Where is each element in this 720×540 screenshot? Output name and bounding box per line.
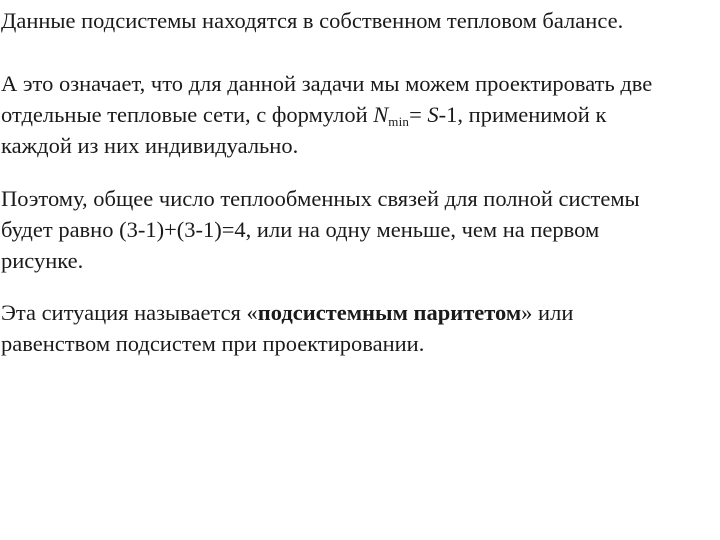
paragraph-subsystem-parity [1,297,713,359]
text-segment: » или [521,300,574,325]
text-segment: отдельные тепловые сети, с формулой [1,102,374,127]
text-line: Данные подсистемы находятся в собственном тепловом балансе. [1,8,624,33]
text-line: каждой из них индивидуально. [1,133,299,158]
text-segment: Эта ситуация называется « [1,300,258,325]
text-line: А это означает, что для данной задачи мы можем проектировать две [1,71,653,96]
formula-subscript-min: min [388,114,410,129]
text-line: равенством подсистем при проектировании. [1,331,425,356]
text-line: будет равно (3-1)+(3-1)=4, или на одну меньше, чем на первом [1,217,600,242]
text-line-with-formula [1,99,713,130]
text-segment: , применимой к [457,102,607,127]
bold-term: подсистемным паритетом [257,300,522,325]
paragraph-total-links [1,183,713,276]
formula-equals: = [409,102,428,127]
formula-tail: -1 [438,102,458,127]
text-line: рисунке. [1,248,84,273]
text-line: Поэтому, общее число теплообменных связей для полной системы [1,186,640,211]
formula-variable-s: S [427,102,439,127]
text-line-with-bold [1,297,713,328]
formula-variable-n: N [373,102,389,127]
paragraph-separate-networks [1,68,713,161]
paragraph-subsystem-balance [1,5,713,36]
